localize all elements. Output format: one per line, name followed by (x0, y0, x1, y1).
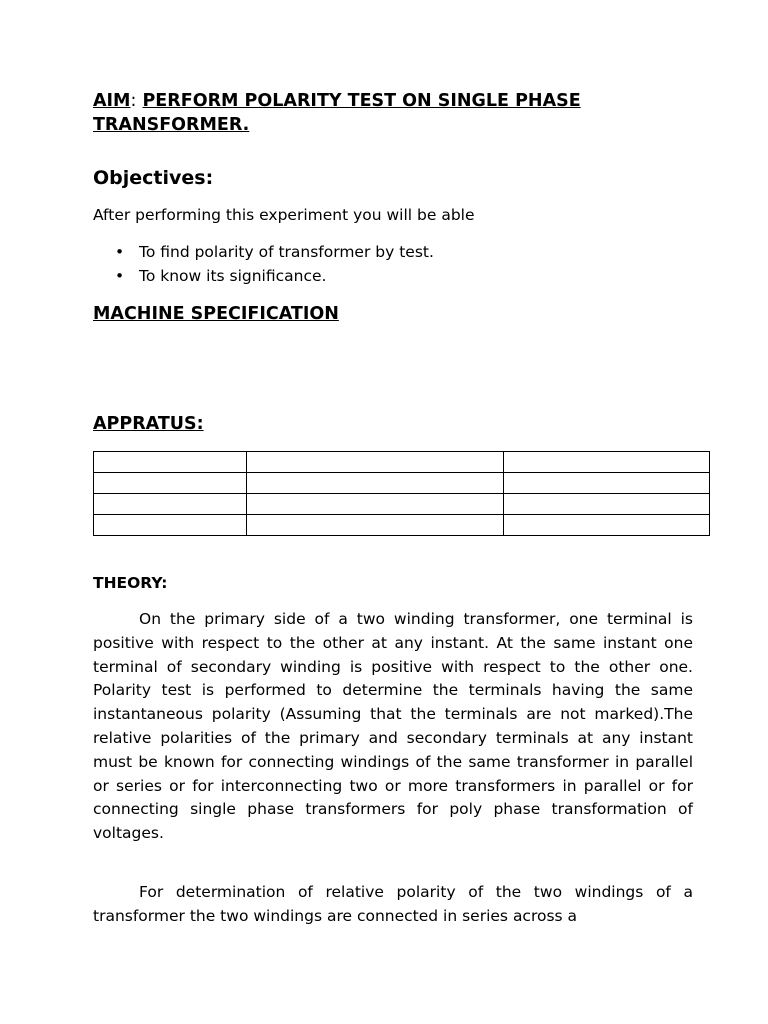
objective-text: To find polarity of transformer by test. (139, 243, 434, 261)
table-cell (504, 494, 710, 515)
table-row (94, 473, 710, 494)
bullet-icon: • (115, 267, 125, 285)
table-cell (504, 473, 710, 494)
table-cell (247, 473, 504, 494)
table-cell (504, 452, 710, 473)
list-item (93, 240, 434, 264)
objective-text: To know its significance. (139, 267, 327, 285)
table-cell (94, 452, 247, 473)
theory-paragraph: On the primary side of a two winding transformer, one terminal is positive with respect to the other at any instant. At the same instant one terminal of secondary winding is positive with respect to the other one. Polarity test is performed to determine the terminals having the same instantaneous polarity (Assuming that the terminals are not marked).The relative polarities of the primary and secondary terminals at any instant must be known for connecting windings of the same transformer in parallel or series or for interconnecting two or more transformers in parallel or for connecting single phase transformers for poly phase transformation of voltages. (93, 610, 693, 843)
aim-title: PERFORM POLARITY TEST ON SINGLE PHASE TRANSFORMER. (93, 91, 581, 135)
aim-label: AIM (93, 91, 131, 111)
table-row (94, 515, 710, 536)
table-cell (247, 515, 504, 536)
theory-paragraph: For determination of relative polarity of the two windings of a transformer the two windings are connected in series across a (93, 883, 693, 925)
table-cell (94, 494, 247, 515)
table-cell (247, 494, 504, 515)
apparatus-table (93, 451, 710, 536)
objectives-list (93, 240, 434, 288)
theory-heading: THEORY: (93, 574, 168, 592)
aim-colon: : (130, 91, 137, 111)
machine-specification-heading: MACHINE SPECIFICATION (93, 304, 339, 324)
list-item (93, 264, 434, 288)
table-cell (247, 452, 504, 473)
table-cell (504, 515, 710, 536)
objectives-heading: Objectives: (93, 167, 214, 189)
table-row (94, 494, 710, 515)
table-row (94, 452, 710, 473)
objectives-intro: After performing this experiment you will be able (93, 206, 475, 224)
table-cell (94, 515, 247, 536)
bullet-icon: • (115, 243, 125, 261)
table-cell (94, 473, 247, 494)
apparatus-heading: APPRATUS: (93, 414, 204, 434)
aim-heading (93, 89, 703, 137)
